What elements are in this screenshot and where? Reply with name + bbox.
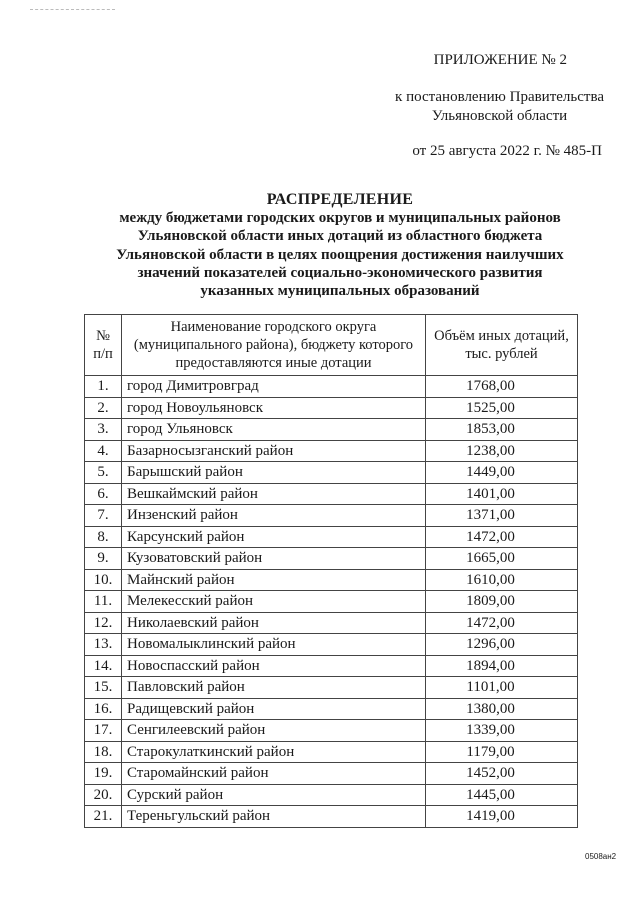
table-row — [85, 419, 578, 441]
row-number: 7. — [85, 505, 122, 527]
subsidy-amount: 1525,00 — [426, 397, 578, 419]
decree-date: от 25 августа 2022 г. № 485-П — [412, 143, 602, 159]
row-number: 18. — [85, 741, 122, 763]
municipality-name: Новоспасский район — [122, 655, 426, 677]
municipality-name: Сурский район — [122, 784, 426, 806]
row-number: 16. — [85, 698, 122, 720]
row-number: 4. — [85, 440, 122, 462]
header-text: п/п — [93, 346, 113, 362]
subsidy-amount: 1380,00 — [426, 698, 578, 720]
title-line: указанных муниципальных образований — [200, 283, 480, 300]
row-number: 2. — [85, 397, 122, 419]
municipality-name: город Ульяновск — [122, 419, 426, 441]
municipality-name: Новомалыклинский район — [122, 634, 426, 656]
title-line: Ульяновской области иных дотаций из областного бюджета — [137, 228, 543, 245]
row-number: 19. — [85, 763, 122, 785]
subsidy-amount: 1449,00 — [426, 462, 578, 484]
row-number: 1. — [85, 376, 122, 398]
table-row — [85, 569, 578, 591]
header-text: № — [96, 328, 110, 344]
header-text: Наименование городского округа — [170, 319, 377, 335]
municipality-name: город Новоульяновск — [122, 397, 426, 419]
subsidy-amount: 1419,00 — [426, 806, 578, 828]
table-row — [85, 763, 578, 785]
municipality-name: город Димитровград — [122, 376, 426, 398]
municipality-name: Инзенский район — [122, 505, 426, 527]
municipality-name: Тереньгульский район — [122, 806, 426, 828]
table-row — [85, 376, 578, 398]
table-row — [85, 655, 578, 677]
title-main: РАСПРЕДЕЛЕНИЕ — [266, 191, 414, 208]
table-row — [85, 612, 578, 634]
row-number: 11. — [85, 591, 122, 613]
table-row — [85, 698, 578, 720]
subsidy-amount: 1472,00 — [426, 526, 578, 548]
municipality-name: Николаевский район — [122, 612, 426, 634]
subsidy-amount: 1339,00 — [426, 720, 578, 742]
table-row — [85, 548, 578, 570]
row-number: 13. — [85, 634, 122, 656]
column-header-amount — [426, 315, 578, 376]
row-number: 6. — [85, 483, 122, 505]
table-row — [85, 784, 578, 806]
row-number: 5. — [85, 462, 122, 484]
municipality-name: Павловский район — [122, 677, 426, 699]
municipality-name: Сенгилеевский район — [122, 720, 426, 742]
subsidy-amount: 1768,00 — [426, 376, 578, 398]
table-row — [85, 526, 578, 548]
subsidy-amount: 1296,00 — [426, 634, 578, 656]
header-text: предоставляются иные дотации — [175, 355, 372, 371]
municipality-name: Базарносызганский район — [122, 440, 426, 462]
municipality-name: Старокулаткинский район — [122, 741, 426, 763]
row-number: 9. — [85, 548, 122, 570]
table-row — [85, 677, 578, 699]
scan-artifact-line — [30, 9, 115, 10]
subsidy-amount: 1179,00 — [426, 741, 578, 763]
municipality-name: Старомайнский район — [122, 763, 426, 785]
header-text: Объём иных дотаций, — [434, 328, 569, 344]
row-number: 3. — [85, 419, 122, 441]
decree-line: к постановлению Правительства — [395, 89, 604, 105]
municipality-name: Мелекесский район — [122, 591, 426, 613]
subsidy-amount: 1853,00 — [426, 419, 578, 441]
decree-line: Ульяновской области — [431, 108, 568, 124]
title-line: Ульяновской области в целях поощрения достижения наилучших — [116, 246, 564, 263]
table-row — [85, 720, 578, 742]
row-number: 17. — [85, 720, 122, 742]
column-header-name — [122, 315, 426, 376]
document-code: 0508ан2 — [585, 852, 617, 861]
distribution-table — [84, 314, 578, 828]
municipality-name: Кузоватовский район — [122, 548, 426, 570]
municipality-name: Майнский район — [122, 569, 426, 591]
subsidy-amount: 1452,00 — [426, 763, 578, 785]
subsidy-amount: 1238,00 — [426, 440, 578, 462]
title-line: между бюджетами городских округов и муниципальных районов — [119, 210, 561, 227]
table-row — [85, 505, 578, 527]
municipality-name: Барышский район — [122, 462, 426, 484]
row-number: 21. — [85, 806, 122, 828]
table-row — [85, 397, 578, 419]
subsidy-amount: 1445,00 — [426, 784, 578, 806]
table-row — [85, 483, 578, 505]
subsidy-amount: 1101,00 — [426, 677, 578, 699]
table-row — [85, 440, 578, 462]
table-row — [85, 806, 578, 828]
column-header-number — [85, 315, 122, 376]
municipality-name: Карсунский район — [122, 526, 426, 548]
table-header-row — [85, 315, 578, 376]
row-number: 20. — [85, 784, 122, 806]
row-number: 15. — [85, 677, 122, 699]
decree-reference — [395, 88, 604, 126]
subsidy-amount: 1472,00 — [426, 612, 578, 634]
subsidy-amount: 1371,00 — [426, 505, 578, 527]
document-title — [80, 191, 600, 300]
subsidy-amount: 1610,00 — [426, 569, 578, 591]
table-row — [85, 741, 578, 763]
row-number: 8. — [85, 526, 122, 548]
header-text: (муниципального района), бюджету которого — [133, 337, 414, 353]
municipality-name: Радищевский район — [122, 698, 426, 720]
subsidy-amount: 1894,00 — [426, 655, 578, 677]
table-row — [85, 462, 578, 484]
table-row — [85, 634, 578, 656]
annex-label: ПРИЛОЖЕНИЕ № 2 — [433, 52, 567, 68]
subsidy-amount: 1809,00 — [426, 591, 578, 613]
row-number: 14. — [85, 655, 122, 677]
header-text: тыс. рублей — [465, 346, 538, 362]
municipality-name: Вешкаймский район — [122, 483, 426, 505]
row-number: 10. — [85, 569, 122, 591]
row-number: 12. — [85, 612, 122, 634]
title-line: значений показателей социально-экономического развития — [137, 264, 543, 281]
subsidy-amount: 1665,00 — [426, 548, 578, 570]
table-row — [85, 591, 578, 613]
subsidy-amount: 1401,00 — [426, 483, 578, 505]
